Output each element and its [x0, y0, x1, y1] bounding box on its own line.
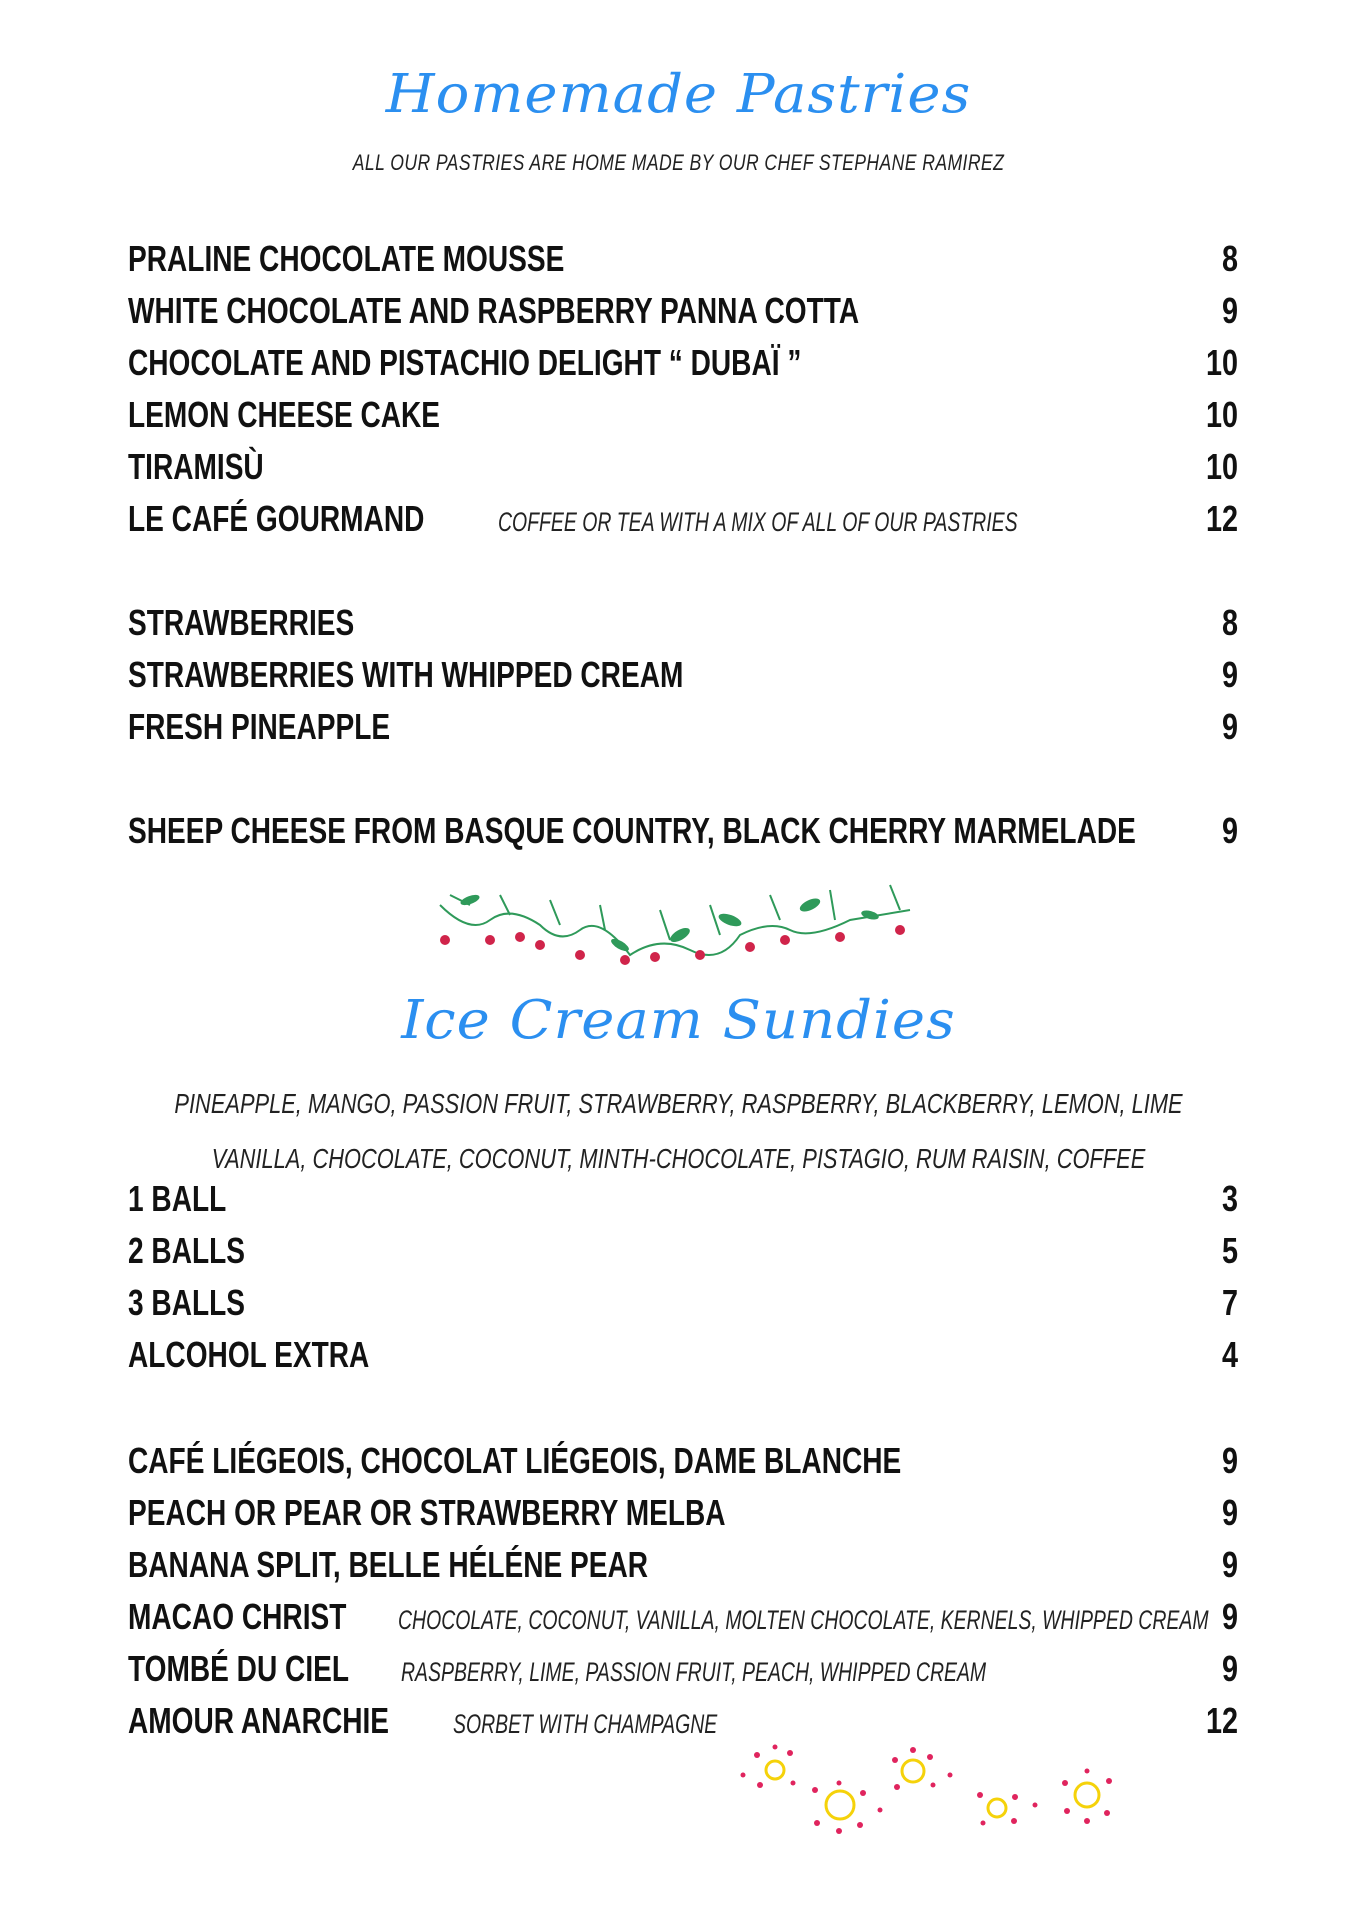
item-name: 3 BALLS	[128, 1282, 246, 1323]
item-name: PRALINE CHOCOLATE MOUSSE	[128, 238, 565, 279]
item-name: FRESH PINEAPPLE	[128, 706, 391, 747]
menu-item	[128, 654, 1238, 700]
item-description: SORBET WITH CHAMPAGNE	[452, 1709, 717, 1739]
item-price: 5	[1221, 1230, 1238, 1271]
item-price: 7	[1221, 1282, 1238, 1323]
menu-item	[128, 290, 1238, 336]
item-name: CHOCOLATE AND PISTACHIO DELIGHT “ DUBAÏ ”	[128, 342, 802, 383]
item-price: 10	[1205, 446, 1238, 487]
item-price: 10	[1205, 342, 1238, 383]
menu-item	[128, 394, 1238, 440]
item-name: 2 BALLS	[128, 1230, 246, 1271]
item-name: PEACH OR PEAR OR STRAWBERRY MELBA	[128, 1492, 726, 1533]
menu-item	[128, 1440, 1238, 1486]
menu-item	[128, 342, 1238, 388]
cherry-garland-illustration	[430, 875, 930, 975]
menu-item	[128, 446, 1238, 492]
item-price: 9	[1221, 1440, 1238, 1481]
flowers-illustration	[735, 1735, 1135, 1845]
item-price: 9	[1221, 290, 1238, 331]
item-name: LE CAFÉ GOURMAND	[128, 498, 425, 539]
item-name: ALCOHOL EXTRA	[128, 1334, 370, 1375]
item-name: TOMBÉ DU CIEL	[128, 1648, 350, 1689]
menu-item	[128, 1230, 1238, 1276]
item-name: CAFÉ LIÉGEOIS, CHOCOLAT LIÉGEOIS, DAME BLANCHE	[128, 1440, 902, 1481]
pastries-title: Homemade Pastries	[385, 63, 972, 126]
item-name: BANANA SPLIT, BELLE HÉLÉNE PEAR	[128, 1544, 649, 1585]
menu-item	[128, 1282, 1238, 1328]
menu-item	[128, 1596, 1238, 1642]
item-name: STRAWBERRIES	[128, 602, 355, 643]
sundaes-title: Ice Cream Sundies	[401, 989, 956, 1052]
menu-item	[128, 602, 1238, 648]
item-name: WHITE CHOCOLATE AND RASPBERRY PANNA COTTA	[128, 290, 860, 331]
item-description: CHOCOLATE, COCONUT, VANILLA, MOLTEN CHOCOLATE, KERNELS, WHIPPED CREAM	[397, 1605, 1209, 1635]
item-name: AMOUR ANARCHIE	[128, 1700, 390, 1741]
menu-item	[128, 1334, 1238, 1380]
item-description: COFFEE OR TEA WITH A MIX OF ALL OF OUR PASTRIES	[498, 507, 1018, 537]
item-price: 12	[1205, 498, 1238, 539]
menu-item	[128, 1178, 1238, 1224]
item-name: SHEEP CHEESE FROM BASQUE COUNTRY, BLACK CHERRY MARMELADE	[128, 810, 1136, 851]
item-name: 1 BALL	[128, 1178, 227, 1219]
item-price: 9	[1221, 1544, 1238, 1585]
menu-item	[128, 706, 1238, 752]
item-price: 9	[1221, 1596, 1238, 1637]
menu-item	[128, 810, 1238, 856]
menu-item	[128, 1648, 1238, 1694]
item-description: RASPBERRY, LIME, PASSION FRUIT, PEACH, WHIPPED CREAM	[401, 1657, 987, 1687]
item-price: 10	[1205, 394, 1238, 435]
menu-item	[128, 238, 1238, 284]
item-price: 9	[1221, 1492, 1238, 1533]
menu-item	[128, 1544, 1238, 1590]
flavors-line-2: VANILLA, CHOCOLATE, COCONUT, MINTH-CHOCOLATE, PISTAGIO, RUM RAISIN, COFFEE	[211, 1143, 1146, 1174]
item-price: 8	[1221, 238, 1238, 279]
item-name: TIRAMISÙ	[128, 446, 264, 487]
flavors-line-1: PINEAPPLE, MANGO, PASSION FRUIT, STRAWBERRY, RASPBERRY, BLACKBERRY, LEMON, LIME	[174, 1088, 1183, 1119]
item-price: 9	[1221, 654, 1238, 695]
item-name: STRAWBERRIES WITH WHIPPED CREAM	[128, 654, 684, 695]
item-price: 9	[1221, 810, 1238, 851]
menu-item	[128, 498, 1238, 544]
item-price: 9	[1221, 1648, 1238, 1689]
item-price: 8	[1221, 602, 1238, 643]
item-name: MACAO CHRIST	[128, 1596, 347, 1637]
item-price: 3	[1221, 1178, 1238, 1219]
pastries-subtitle: ALL OUR PASTRIES ARE HOME MADE BY OUR CHEF STEPHANE RAMIREZ	[352, 150, 1005, 175]
item-name: LEMON CHEESE CAKE	[128, 394, 441, 435]
item-price: 9	[1221, 706, 1238, 747]
item-price: 4	[1221, 1334, 1238, 1375]
menu-item	[128, 1492, 1238, 1538]
item-price: 12	[1205, 1700, 1238, 1741]
